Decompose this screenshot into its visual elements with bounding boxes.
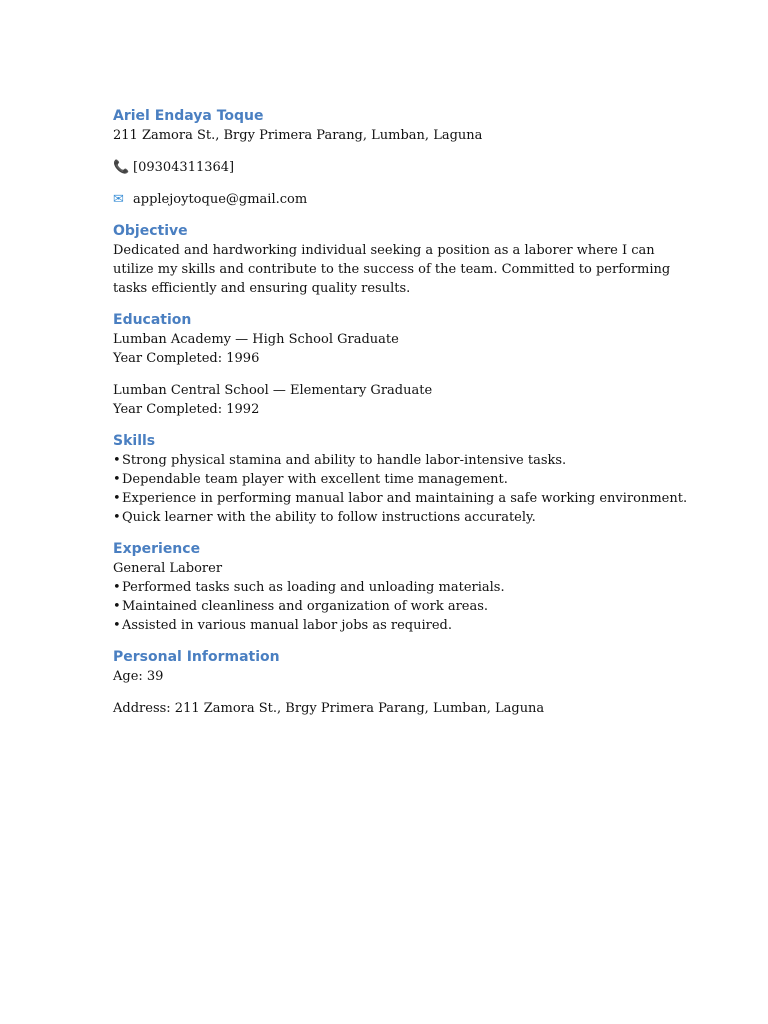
skill-item: •Experience in performing manual labor and maintaining a safe working environment.	[113, 491, 688, 506]
header-address: 211 Zamora St., Brgy Primera Parang, Lumban, Laguna	[113, 128, 483, 143]
resume-document	[113, 106, 688, 718]
personal-info-heading: Personal Information	[113, 649, 280, 665]
skill-item: •Strong physical stamina and ability to handle labor-intensive tasks.	[113, 453, 567, 468]
experience-item: •Assisted in various manual labor jobs as required.	[113, 618, 452, 633]
spacer	[113, 686, 673, 699]
spacer	[113, 298, 673, 310]
education-year: Year Completed: 1996	[113, 351, 260, 366]
phone-line	[113, 158, 673, 177]
experience-item: •Maintained cleanliness and organization of work areas.	[113, 599, 489, 614]
spacer	[113, 145, 673, 158]
objective-heading: Objective	[113, 223, 188, 239]
experience-role: General Laborer	[113, 561, 223, 576]
phone-icon: 📞	[113, 160, 130, 175]
age-line: Age: 39	[113, 669, 164, 684]
spacer	[113, 177, 673, 190]
spacer	[113, 419, 673, 431]
applicant-name: Ariel Endaya Toque	[113, 108, 264, 124]
education-heading: Education	[113, 312, 192, 328]
experience-heading: Experience	[113, 541, 201, 557]
phone-number: [09304311364]	[133, 160, 235, 175]
skill-item: •Dependable team player with excellent time management.	[113, 472, 508, 487]
experience-list	[113, 578, 673, 635]
objective-text: Dedicated and hardworking individual seeking a position as a laborer where I can utilize my skills and contribute to the success of the team. Committed to performing tasks efficiently and ensuring quality results.	[113, 243, 671, 296]
education-year: Year Completed: 1992	[113, 402, 260, 417]
skills-list	[113, 451, 688, 527]
education-school: Lumban Academy — High School Graduate	[113, 332, 399, 347]
education-school: Lumban Central School — Elementary Graduate	[113, 383, 433, 398]
spacer	[113, 635, 673, 647]
address-line: Address: 211 Zamora St., Brgy Primera Parang, Lumban, Laguna	[113, 701, 545, 716]
envelope-icon: ✉	[113, 192, 124, 207]
spacer	[113, 527, 673, 539]
skills-heading: Skills	[113, 433, 156, 449]
email-line	[113, 190, 673, 209]
spacer	[113, 209, 673, 221]
skill-item: •Quick learner with the ability to follow instructions accurately.	[113, 510, 536, 525]
spacer	[113, 368, 673, 381]
email-address: applejoytoque@gmail.com	[133, 192, 308, 207]
experience-item: •Performed tasks such as loading and unloading materials.	[113, 580, 505, 595]
